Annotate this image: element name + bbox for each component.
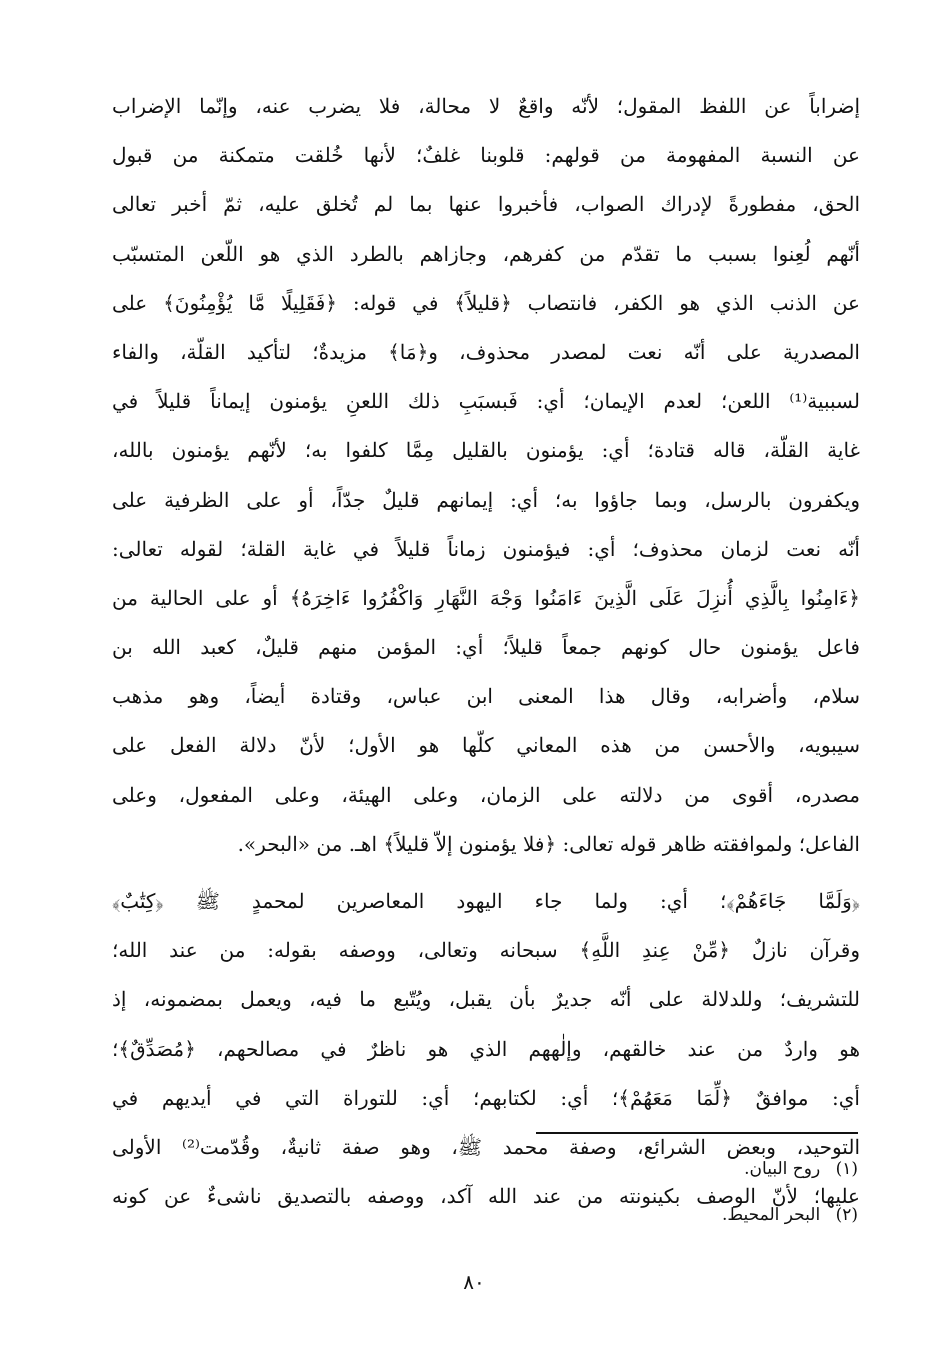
text-line: المصدرية على أنّه نعت لمصدر محذوف، و﴿مَا﴾ مزيدةٌ؛ لتأكيد القلّة، والفاء bbox=[112, 339, 860, 364]
text-line: سيبويه، والأحسن من هذه المعاني كلّها هو الأول؛ لأنّ دلالة الفعل على bbox=[112, 733, 860, 758]
page-number: ٨٠ bbox=[463, 1270, 485, 1294]
text-line: الفاعل؛ ولموافقته ظاهر قوله تعالى: ﴿فلا يؤمنون إلاّ قليلاً﴾ اهـ. من «البحر». bbox=[237, 831, 860, 856]
text-line: عليها؛ لأنّ الوصف بكينونته من عند الله آكد، ووصفه بالتصديق ناشىءٌ عن كونه bbox=[112, 1184, 860, 1209]
text-line: إضراباً عن اللفظ المقول؛ لأنّه واقعٌ لا محالة، فلا يضرب عنه، وإنّما الإضراب bbox=[112, 94, 860, 118]
text-line: مصدره، أقوى من دلالته على الزمان، وعلى الهيئة، وعلى المفعول، وعلى bbox=[112, 782, 860, 807]
text-line: عن النسبة المفهومة من قولهم: قلوبنا غلفٌ؛ لأنها خُلقت متمكنة من قبول bbox=[112, 143, 860, 168]
text-line: ويكفرون بالرسل، وبما جاؤوا به؛ أي: إيمانهم قليلٌ جدّاً، أو على الظرفية على bbox=[112, 487, 860, 512]
footnote-text: روح البيان. bbox=[744, 1159, 821, 1179]
text-line: لسببية⁽¹⁾ اللعن؛ لعدم الإيمان؛ أي: فَبسبَبِ ذلك اللعنِ يؤمنون إيماناً قليلاً في bbox=[112, 389, 860, 414]
footnote-text: البحر المحيط. bbox=[722, 1205, 821, 1225]
footnote bbox=[358, 1192, 858, 1238]
text-line: عن الذنب الذي هو الكفر، فانتصاب ﴿قليلاً﴾ في قوله: ﴿فَقَلِيلًا مَّا يُؤْمِنُونَ﴾ على bbox=[112, 290, 860, 315]
text-line: وقرآن نازلٌ ﴿مِّنْ عِندِ اللَّهِ﴾ سبحانه وتعالى، ووصفه بقوله: من عند الله؛ bbox=[112, 938, 860, 963]
text-line: التوحيد، وبعض الشرائع، وصفة محمد ﷺ، وهو صفة ثانيةٌ، وقُدّمت⁽²⁾ الأولى bbox=[112, 1134, 860, 1159]
text-line: سلام، وأضرابه، وقال هذا المعنى ابن عباس، وقتادة أيضاً، وهو مذهب bbox=[112, 684, 860, 709]
footnotes bbox=[358, 1146, 858, 1238]
text-line: أي: موافقٌ ﴿لِّمَا مَعَهُمْ﴾؛ أي: لكتابهم؛ أي: للتوراة التي في أيديهم في bbox=[112, 1085, 860, 1110]
footnote-number: (٢) bbox=[835, 1205, 858, 1225]
text-line: أنّه نعت لزمان محذوف؛ أي: فيؤمنون زماناً قليلاً في غاية القلة؛ لقوله تعالى: bbox=[112, 536, 860, 561]
body-text bbox=[112, 82, 860, 1221]
text-line: ﴿وَلَمَّا جَاءَهُمْ﴾؛ أي: ولما جاء اليهود المعاصرين لمحمدٍ ﷺ ﴿كِتَٰبٌ﴾ bbox=[112, 889, 860, 913]
text-line: للتشريف؛ وللدلالة على أنّه جديرٌ بأن يقبل، ويُتّبع ما فيه، ويعمل بمضمونه، إذ bbox=[112, 987, 860, 1012]
text-line: أنّهم لُعِنوا بسبب ما تقدّم من كفرهم، وجازاهم بالطرد الذي هو اللّعن المتسبّب bbox=[112, 241, 860, 266]
text-line: غاية القلّة، قاله قتادة؛ أي: يؤمنون بالقليل مِمَّا كلفوا به؛ لأنّهم يؤمنون بالله، bbox=[112, 438, 860, 463]
text-line: الحق، مفطورةً لإدراك الصواب، فأخبروا عنها بما لم تُخلق عليه، ثمّ أخبر تعالى bbox=[112, 192, 860, 217]
text-line: هو واردٌ من عند خالقهم، وإلٰههم الذي هو ناظرٌ في مصالحهم، ﴿مُصَدِّقٌ﴾؛ bbox=[112, 1036, 860, 1061]
footnote bbox=[358, 1146, 858, 1192]
footnote-divider bbox=[536, 1132, 858, 1134]
text-line: فاعل يؤمنون حال كونهم جمعاً قليلاً؛ أي: المؤمن منهم قليلٌ، كعبد الله بن bbox=[112, 635, 860, 660]
text-line: ﴿ءَامِنُوا بِالَّذِي أُنزِلَ عَلَى الَّذِينَ ءَامَنُوا وَجْهَ النَّهَارِ وَاكْفُرُوا ءَاخِرَهُ﴾ أو على الحالية من bbox=[112, 585, 860, 610]
paragraph-gap bbox=[112, 869, 860, 877]
footnote-number: (١) bbox=[835, 1159, 858, 1179]
